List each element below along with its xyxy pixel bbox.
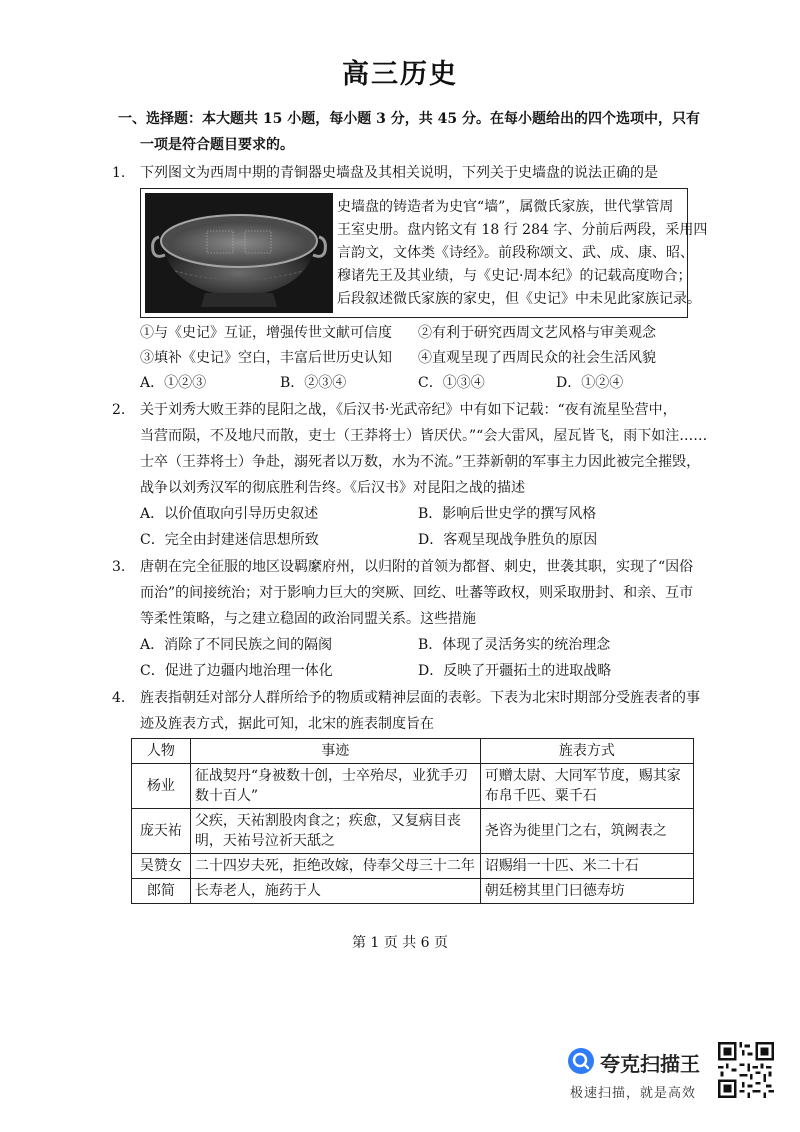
q2-option-b[interactable]: B．影响后世史学的撰写风格 [418,506,597,522]
q1-option-a[interactable]: A．①②③ [140,375,207,391]
cell-deeds: 征战契丹“身被数十创，士卒殆尽，业犹手刃数十百人” [190,764,480,809]
table-header-row [132,739,694,764]
q3-option-d[interactable]: D．反映了开疆拓土的进取战略 [418,663,612,679]
q4-number: 4. [112,690,126,706]
section-instruction-line-1: 一、选择题：本大题共 15 小题，每小题 3 分，共 45 分。在每小题给出的四个选项中，只有 [118,111,700,127]
q1-statement-3: ③填补《史记》空白，丰富后世历史认知 [140,350,392,366]
caption-line: 穆诸先王及其业绩，与《史记·周本纪》的记载高度吻合； [337,268,692,284]
cell-person: 吴赞女 [132,854,191,879]
table-row [132,764,694,809]
q2-option-a[interactable]: A．以价值取向引导历史叙述 [140,506,319,522]
q3-option-b[interactable]: B．体现了灵活务实的统治理念 [418,637,611,653]
q1-number: 1. [112,165,126,181]
scanner-watermark [568,1048,718,1108]
cell-commendation: 可赠太尉、大同军节度，赐其家布帛千匹、粟千石 [480,764,693,809]
scanner-logo-icon [568,1048,594,1074]
cell-person: 杨业 [132,764,191,809]
cell-deeds: 长寿老人，施药于人 [190,879,480,904]
q4-stem-line: 旌表指朝廷对部分人群所给予的物质或精神层面的表彰。下表为北宋时期部分受旌表者的事 [140,690,700,706]
caption-line: 后段叙述微氏家族的家史，但《史记》中未见此家族记录。 [337,291,701,307]
page-footer: 第 1 页 共 6 页 [351,935,449,951]
scanner-slogan: 极速扫描，就是高效 [570,1086,697,1101]
section-instruction-line-2: 一项是符合题目要求的。 [140,137,294,153]
header-deeds: 事迹 [190,739,480,764]
q1-option-c[interactable]: C．①③④ [418,375,485,391]
q1-option-b[interactable]: B．②③④ [280,375,347,391]
caption-line: 史墙盘的铸造者为史官“墙”，属微氏家族，世代掌管周 [337,199,674,215]
header-person: 人物 [132,739,191,764]
q3-stem-line: 而治”的间接统治；对于影响力巨大的突厥、回纥、吐蕃等政权，则采取册封、和亲、互市 [140,585,694,601]
q2-option-c[interactable]: C．完全由封建迷信思想所致 [140,532,319,548]
q2-number: 2. [112,402,126,418]
qr-code-icon [718,1042,774,1098]
header-commendation: 旌表方式 [480,739,693,764]
q1-statement-1: ①与《史记》互证，增强传世文献可信度 [140,325,392,341]
bronze-basin-photo [145,193,333,313]
q2-stem-line: 当营而陨，不及地尺而散，吏士（王莽将士）皆厌伏。”“会大雷风，屋瓦皆飞，雨下如注…… [140,428,708,444]
cell-commendation: 朝廷榜其里门曰德寿坊 [480,879,693,904]
cell-deeds: 父疾，天祐割股肉食之；疾愈，又复病目丧明，天祐号泣祈天舐之 [190,809,480,854]
q3-stem-line: 唐朝在完全征服的地区设羁縻府州，以归附的首领为都督、刺史，世袭其职，实现了“因俗 [140,559,694,575]
table-row [132,879,694,904]
cell-commendation: 诏赐绢一十匹、米二十石 [480,854,693,879]
q1-statement-2: ②有利于研究西周文艺风格与审美观念 [418,325,656,341]
q2-option-d[interactable]: D．客观呈现战争胜负的原因 [418,532,598,548]
q2-stem-line: 士卒（王莽将士）争赴，溺死者以万数，水为不流。”王莽新朝的军事主力因此被完全摧毁， [140,454,701,470]
commendation-table [131,738,694,904]
cell-commendation: 尧咨为徙里门之右，筑阙表之 [480,809,693,854]
table-row [132,854,694,879]
q1-statement-4: ④直观呈现了西周民众的社会生活风貌 [418,350,656,366]
q2-stem-line: 关于刘秀大败王莽的昆阳之战，《后汉书·光武帝纪》中有如下记载：“夜有流星坠营中， [140,402,677,418]
caption-line: 王室史册。盘内铭文有 18 行 284 字、分前后两段，采用四 [337,222,708,238]
q3-option-a[interactable]: A．消除了不同民族之间的隔阂 [140,637,333,653]
q3-stem-line: 等柔性策略，与之建立稳固的政治同盟关系。这些措施 [140,611,476,627]
q1-figure [140,188,708,318]
q1-stem: 下列图文为西周中期的青铜器史墙盘及其相关说明，下列关于史墙盘的说法正确的是 [140,165,658,181]
q4-stem-line: 迹及旌表方式，据此可知，北宋的旌表制度旨在 [140,716,434,732]
page-title: 高三历史 [342,59,458,90]
scanner-brand-name: 夸克扫描王 [600,1052,700,1076]
table-row [132,809,694,854]
cell-person: 郎简 [132,879,191,904]
cell-person: 庞天祐 [132,809,191,854]
q1-option-d[interactable]: D．①②④ [556,375,624,391]
caption-line: 言韵文，文体类《诗经》。前段称颂文、武、成、康、昭、 [337,245,694,261]
cell-deeds: 二十四岁夫死，拒绝改嫁，侍奉父母三十二年 [190,854,480,879]
q3-option-c[interactable]: C．促进了边疆内地治理一体化 [140,663,333,679]
q3-number: 3. [112,559,126,575]
q2-stem-line: 战争以刘秀汉军的彻底胜利告终。《后汉书》对昆阳之战的描述 [140,480,525,496]
